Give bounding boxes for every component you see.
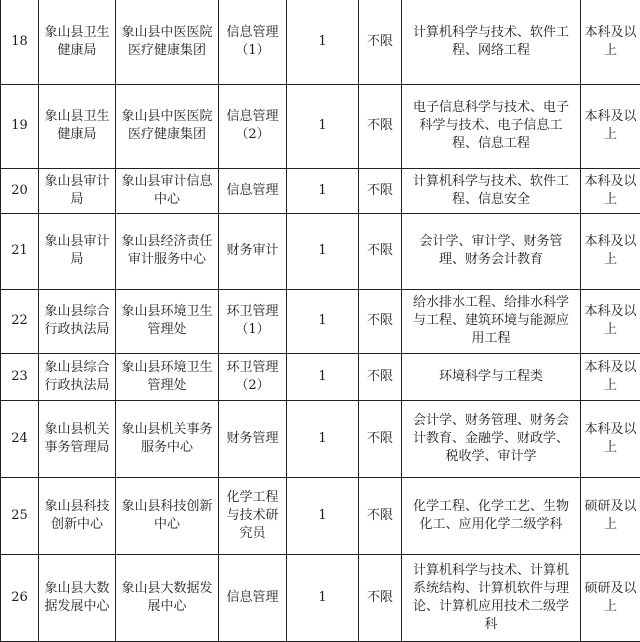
requirement-cell: 不限 (359, 289, 402, 353)
row-number: 23 (1, 353, 39, 400)
education-cell: 硕研及以上 (581, 554, 640, 641)
count-cell: 1 (287, 400, 359, 477)
education-cell: 本科及以上 (581, 289, 640, 353)
education-cell: 本科及以上 (581, 213, 640, 289)
unit-cell: 象山县环境卫生管理处 (116, 289, 219, 353)
position-cell: 信息管理（2） (219, 84, 287, 168)
department-cell: 象山县综合行政执法局 (39, 353, 116, 400)
education-cell: 本科及以上 (581, 168, 640, 213)
unit-cell: 象山县机关事务服务中心 (116, 400, 219, 477)
requirement-cell: 不限 (359, 353, 402, 400)
requirement-cell: 不限 (359, 0, 402, 84)
requirement-cell: 不限 (359, 477, 402, 554)
table-row (1, 289, 640, 353)
count-cell: 1 (287, 289, 359, 353)
requirement-cell: 不限 (359, 213, 402, 289)
department-cell: 象山县审计局 (39, 168, 116, 213)
table-row (1, 477, 640, 554)
row-number: 20 (1, 168, 39, 213)
position-cell: 信息管理 (219, 554, 287, 641)
requirement-cell: 不限 (359, 168, 402, 213)
unit-cell: 象山县科技创新中心 (116, 477, 219, 554)
table-row (1, 84, 640, 168)
table-row (1, 353, 640, 400)
major-cell: 会计学、财务管理、财务会计教育、金融学、财政学、税收学、审计学 (402, 400, 581, 477)
department-cell: 象山县机关事务管理局 (39, 400, 116, 477)
count-cell: 1 (287, 353, 359, 400)
position-cell: 财务管理 (219, 400, 287, 477)
education-cell: 本科及以上 (581, 0, 640, 84)
major-cell: 环境科学与工程类 (402, 353, 581, 400)
row-number: 19 (1, 84, 39, 168)
major-cell: 化学工程、化学工艺、生物化工、应用化学二级学科 (402, 477, 581, 554)
count-cell: 1 (287, 84, 359, 168)
department-cell: 象山县综合行政执法局 (39, 289, 116, 353)
unit-cell: 象山县中医医院医疗健康集团 (116, 84, 219, 168)
position-cell: 财务审计 (219, 213, 287, 289)
requirement-cell: 不限 (359, 400, 402, 477)
row-number: 26 (1, 554, 39, 641)
table-row (1, 400, 640, 477)
unit-cell: 象山县中医医院医疗健康集团 (116, 0, 219, 84)
table-row (1, 168, 640, 213)
major-cell: 计算机科学与技术、计算机系统结构、计算机软件与理论、计算机应用技术二级学科 (402, 554, 581, 641)
major-cell: 计算机科学与技术、软件工程、网络工程 (402, 0, 581, 84)
department-cell: 象山县科技创新中心 (39, 477, 116, 554)
row-number: 25 (1, 477, 39, 554)
row-number: 21 (1, 213, 39, 289)
major-cell: 计算机科学与技术、软件工程、信息安全 (402, 168, 581, 213)
unit-cell: 象山县环境卫生管理处 (116, 353, 219, 400)
row-number: 24 (1, 400, 39, 477)
count-cell: 1 (287, 213, 359, 289)
requirement-cell: 不限 (359, 84, 402, 168)
requirement-cell: 不限 (359, 554, 402, 641)
count-cell: 1 (287, 554, 359, 641)
department-cell: 象山县卫生健康局 (39, 84, 116, 168)
education-cell: 本科及以上 (581, 353, 640, 400)
department-cell: 象山县大数据发展中心 (39, 554, 116, 641)
table-row (1, 0, 640, 84)
major-cell: 会计学、审计学、财务管理、财务会计教育 (402, 213, 581, 289)
position-cell: 信息管理 (219, 168, 287, 213)
count-cell: 1 (287, 477, 359, 554)
position-cell: 化学工程与技术研究员 (219, 477, 287, 554)
major-cell: 给水排水工程、给排水科学与工程、建筑环境与能源应用工程 (402, 289, 581, 353)
count-cell: 1 (287, 0, 359, 84)
major-cell: 电子信息科学与技术、电子科学与技术、电子信息工程、信息工程 (402, 84, 581, 168)
count-cell: 1 (287, 168, 359, 213)
education-cell: 硕研及以上 (581, 477, 640, 554)
position-cell: 环卫管理（1） (219, 289, 287, 353)
position-cell: 环卫管理（2） (219, 353, 287, 400)
table-row (1, 554, 640, 641)
education-cell: 本科及以上 (581, 84, 640, 168)
department-cell: 象山县审计局 (39, 213, 116, 289)
education-cell: 本科及以上 (581, 400, 640, 477)
row-number: 18 (1, 0, 39, 84)
row-number: 22 (1, 289, 39, 353)
department-cell: 象山县卫生健康局 (39, 0, 116, 84)
unit-cell: 象山县审计信息中心 (116, 168, 219, 213)
unit-cell: 象山县大数据发展中心 (116, 554, 219, 641)
table-row (1, 213, 640, 289)
position-cell: 信息管理（1） (219, 0, 287, 84)
unit-cell: 象山县经济责任审计服务中心 (116, 213, 219, 289)
